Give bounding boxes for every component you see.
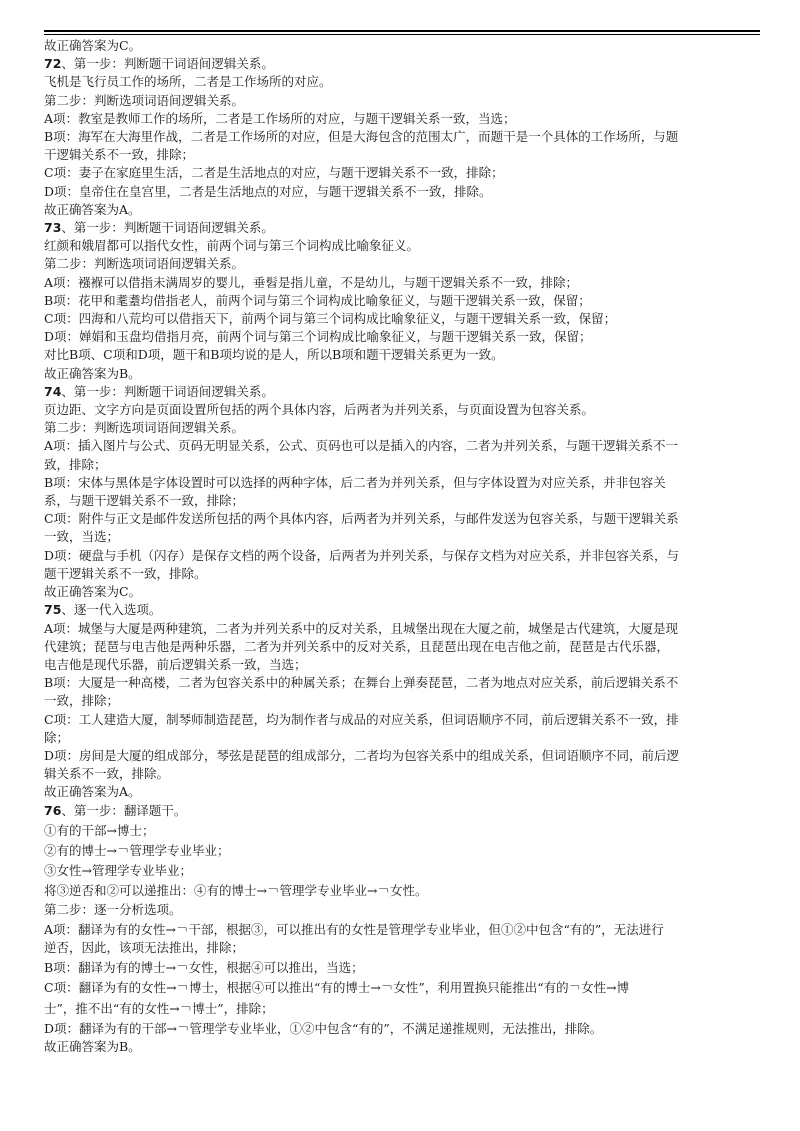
q75-option-a-line2: 代建筑；琵琶与电吉他是两种乐器，二者为并列关系中的反对关系，且琵琶出现在电吉他之前，琵琶是古代乐器，	[44, 638, 670, 654]
q72-option-b-line2: 干逻辑关系不一致，排除；	[44, 147, 195, 163]
q75-option-b-line2: 一致，排除；	[44, 693, 120, 709]
q76-step2: 第二步：逐一分析选项。	[44, 901, 182, 917]
q73-option-c: C项：四海和八荒均可以借指天下，前两个词与第三个词构成比喻象征义，与题干逻辑关系一致，保留；	[44, 311, 617, 327]
header-rule-thick	[44, 30, 760, 32]
q76-option-a-line2: 逆否，因此，该项无法推出，排除；	[44, 939, 245, 955]
q75-option-a-line1: A项：城堡与大厦是两种建筑，二者为并列关系中的反对关系，且城堡出现在大厦之前，城堡是古代建筑，大厦是现	[44, 620, 679, 636]
q73-comparison: 对比B项、C项和D项，题干和B项均说的是人，所以B项和题干逻辑关系更为一致。	[44, 347, 504, 363]
q72-option-a: A项：教室是教师工作的场所，二者是工作场所的对应，与题干逻辑关系一致，当选；	[44, 110, 516, 126]
q73-stem: 红颜和娥眉都可以指代女性，前两个词与第三个词构成比喻象征义。	[44, 238, 420, 254]
document-page	[44, 0, 760, 1056]
q76-option-b: B项：翻译为有的博士→￢女性，根据④可以推出，当选；	[44, 960, 364, 976]
question-72-heading: 72、第一步：判断题干词语间逻辑关系。	[44, 56, 274, 72]
question-number: 73	[44, 220, 62, 236]
q75-option-c-line1: C项：工人建造大厦，制琴师制造琵琶，均为制作者与成品的对应关系，但词语顺序不同，前后逻辑关系不一致，排	[44, 711, 679, 727]
question-76-heading: 76、第一步：翻译题干。	[44, 802, 187, 818]
q74-step2: 第二步：判断选项词语间逻辑关系。	[44, 420, 245, 436]
q74-answer: 故正确答案为C。	[44, 584, 142, 600]
answer-line-71: 故正确答案为C。	[44, 38, 142, 53]
q75-option-b-line1: B项：大厦是一种高楼，二者为包容关系中的种属关系；在舞台上弹奏琵琶，二者为地点对应关系，前后逻辑关系不	[44, 675, 679, 691]
q75-option-d-line2: 辑关系不一致，排除。	[44, 766, 170, 782]
q74-option-a-line2: 致，排除；	[44, 456, 107, 472]
q74-option-d-line2: 题干逻辑关系不一致，排除。	[44, 565, 207, 581]
q75-option-c-line2: 除；	[44, 729, 70, 745]
q75-answer: 故正确答案为A。	[44, 784, 141, 800]
q72-option-c: C项：妻子在家庭里生活，二者是生活地点的对应，与题干逻辑关系不一致，排除；	[44, 165, 504, 181]
question-number: 74	[44, 383, 62, 399]
q76-option-a-line1: A项：翻译为有的女性→￢干部，根据③，可以推出有的女性是管理学专业毕业，但①②中包含“有的”，无法进行	[44, 921, 664, 937]
q72-stem: 飞机是飞行员工作的场所，二者是工作场所的对应。	[44, 74, 332, 90]
q72-option-d: D项：皇帝住在皇宫里，二者是生活地点的对应，与题干逻辑关系不一致，排除。	[44, 183, 492, 199]
q73-option-b: B项：花甲和耄耋均借指老人，前两个词与第三个词构成比喻象征义，与题干逻辑关系一致，保留；	[44, 292, 591, 308]
q73-option-d: D项：婵娟和玉盘均借指月亮，前两个词与第三个词构成比喻象征义，与题干逻辑关系一致，保留；	[44, 329, 592, 345]
q76-option-d: D项：翻译为有的干部→￢管理学专业毕业，①②中包含“有的”，不满足递推规则，无法推出，排除。	[44, 1020, 603, 1036]
q74-option-a-line1: A项：插入图片与公式、页码无明显关系，公式、页码也可以是插入的内容，二者为并列关系，与题干逻辑关系不一	[44, 438, 679, 454]
q76-premise-2: ②有的博士→￢管理学专业毕业；	[44, 842, 230, 858]
q76-premise-1: ①有的干部→博士；	[44, 822, 155, 838]
q76-option-c-line1: C项：翻译为有的女性→￢博士，根据④可以推出“有的博士→￢女性”，利用置换只能推出“有的￢女性→博	[44, 980, 630, 996]
q72-step2: 第二步：判断选项词语间逻辑关系。	[44, 92, 245, 108]
question-74-heading: 74、第一步：判断题干词语间逻辑关系。	[44, 383, 274, 399]
q72-option-b-line1: B项：海军在大海里作战，二者是工作场所的对应，但是大海包含的范围太广，而题干是一个具体的工作场所，与题	[44, 129, 679, 145]
question-75-heading: 75、逐一代入选项。	[44, 602, 162, 618]
q76-premise-3: ③女性→管理学专业毕业；	[44, 863, 192, 879]
q76-answer: 故正确答案为B。	[44, 1038, 141, 1054]
q75-option-d-line1: D项：房间是大厦的组成部分，琴弦是琵琶的组成部分，二者均为包容关系中的组成关系，但词语顺序不同，前后逻	[44, 747, 680, 763]
q74-stem: 页边距、文字方向是页面设置所包括的两个具体内容，后两者为并列关系，与页面设置为包容关系。	[44, 402, 595, 418]
question-number: 76	[44, 802, 62, 818]
q75-option-a-line3: 电吉他是现代乐器，前后逻辑关系一致，当选；	[44, 656, 307, 672]
q73-step2: 第二步：判断选项词语间逻辑关系。	[44, 256, 245, 272]
question-73-heading: 73、第一步：判断题干词语间逻辑关系。	[44, 220, 274, 236]
q74-option-d-line1: D项：硬盘与手机（闪存）是保存文档的两个设备，后两者为并列关系，与保存文档为对应关系，并非包容关系，与	[44, 547, 680, 563]
q73-answer: 故正确答案为B。	[44, 365, 141, 381]
question-number: 75	[44, 602, 62, 618]
q74-option-c-line2: 一致，当选；	[44, 529, 120, 545]
q74-option-b-line1: B项：宋体与黑体是字体设置时可以选择的两种字体，后二者为并列关系，但与字体设置为对应关系，并非包容关	[44, 474, 666, 490]
q76-derivation: 将③逆否和②可以递推出：④有的博士→￢管理学专业毕业→￢女性。	[44, 883, 428, 899]
question-number: 72	[44, 56, 62, 72]
q72-answer: 故正确答案为A。	[44, 201, 141, 217]
header-rule-thin	[44, 34, 760, 35]
q74-option-c-line1: C项：附件与正文是邮件发送所包括的两个具体内容，后两者为并列关系，与邮件发送为包容关系，与题干逻辑关系	[44, 511, 679, 527]
q74-option-b-line2: 系，与题干逻辑关系不一致，排除；	[44, 493, 245, 509]
q76-option-c-line2: 士”，推不出“有的女性→￢博士”，排除；	[44, 1000, 274, 1016]
q73-option-a: A项：襁褓可以借指未满周岁的婴儿，垂髫是指儿童，不是幼儿，与题干逻辑关系不一致，排除；	[44, 274, 579, 290]
